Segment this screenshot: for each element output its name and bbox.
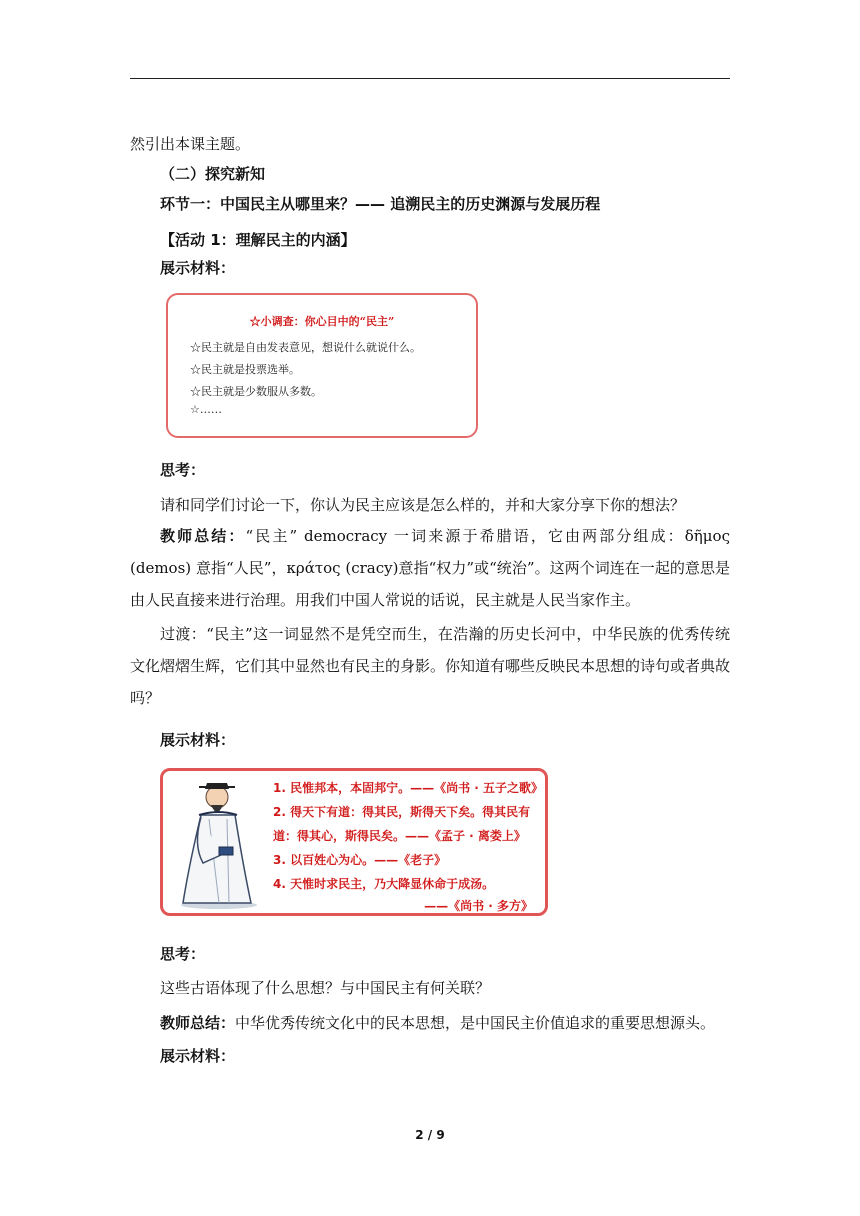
question-text: 这些古语体现了什么思想？与中国民主有何关联？ [160, 979, 491, 997]
survey-box [166, 293, 478, 438]
teacher-summary-text: 中华优秀传统文化中的民本思想，是中国民主价值追求的重要思想源头。 [235, 1014, 716, 1032]
quote-line: 1. 民惟邦本，本固邦宁。——《尚书 · 五子之歌》 [273, 781, 544, 795]
teacher-summary-label: 教师总结： [160, 1014, 236, 1032]
quote-line: 3. 以百姓心为心。——《老子》 [273, 853, 447, 867]
question-text: 请和同学们讨论一下，你认为民主应该是怎么样的，并和大家分享下你的想法？ [160, 496, 686, 514]
quote-line: 2. 得天下有道：得其民，斯得天下矣。得其民有 [273, 805, 531, 819]
quote-line: 道：得其心，斯得民矣。——《孟子 · 离娄上》 [273, 829, 526, 843]
scholar-illustration [169, 775, 269, 911]
teacher-summary-text: “民主” democracy 一词来源于希腊语，它由两部分组成：δῆμος (demos) 意指“人民”，κράτος (cracy)意指“权力”或“统治”。这两个词连在一起的意思是由人民直接来进行治理。用我们中国人常说的话说，民主就是人民当家作主。 [130, 527, 730, 609]
show-material-label: 展示材料： [160, 731, 236, 749]
survey-item: ☆…… [190, 403, 222, 416]
teacher-summary-paragraph [130, 520, 730, 616]
teacher-summary-label: 教师总结： [160, 527, 246, 545]
show-material-label: 展示材料： [160, 259, 236, 277]
survey-item: ☆民主就是投票选举。 [190, 363, 300, 376]
header-rule [130, 78, 730, 79]
quote-source: ——《尚书 · 多方》 [424, 899, 533, 913]
activity-heading: 【活动 1：理解民主的内涵】 [160, 231, 356, 249]
quote-line: 4. 天惟时求民主，乃大降显休命于成汤。 [273, 877, 495, 891]
think-label: 思考： [160, 461, 206, 479]
transition-paragraph: 过渡：“民主”这一词显然不是凭空而生，在浩瀚的历史长河中，中华民族的优秀传统文化熠熠生辉，它们其中显然也有民主的身影。你知道有哪些反映民本思想的诗句或者典故吗？ [130, 625, 731, 707]
think-label: 思考： [160, 945, 206, 963]
survey-item: ☆民主就是自由发表意见，想说什么就说什么。 [190, 341, 421, 354]
survey-item: ☆民主就是少数服从多数。 [190, 385, 322, 398]
intro-line: 然引出本课主题。 [130, 135, 251, 153]
segment-heading: 环节一：中国民主从哪里来？—— 追溯民主的历史渊源与发展历程 [160, 195, 601, 213]
page-number: 2 / 9 [415, 1128, 445, 1142]
show-material-label: 展示材料： [160, 1047, 236, 1065]
survey-title: ☆小调查：你心目中的“民主” [249, 315, 395, 328]
quotes-box [160, 768, 548, 916]
teacher-summary-paragraph [160, 1013, 715, 1033]
section-heading: （二）探究新知 [160, 165, 266, 183]
